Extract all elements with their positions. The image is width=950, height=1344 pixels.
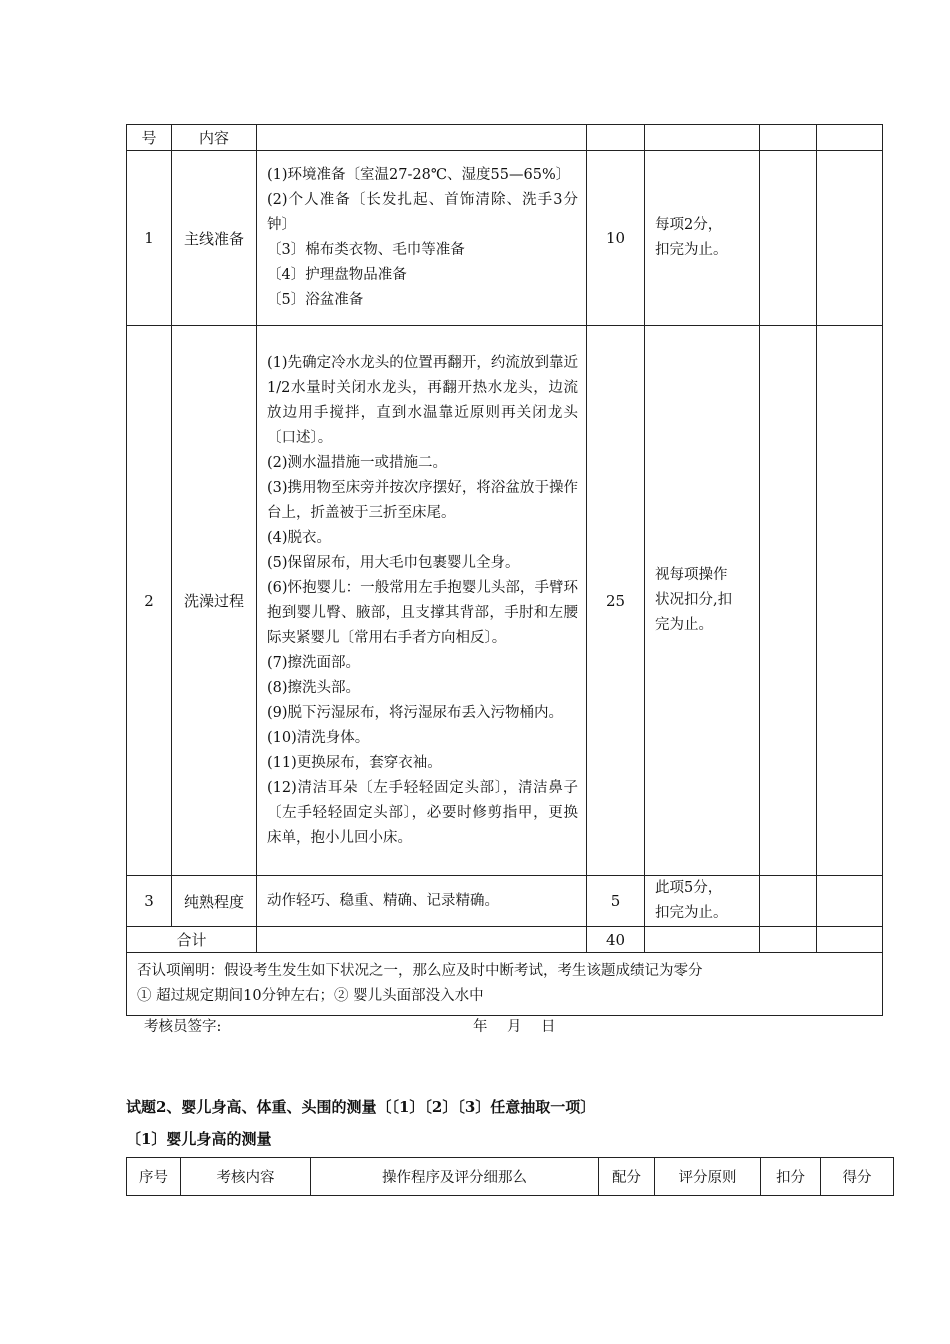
row-result [817, 876, 883, 927]
total-operations [257, 927, 587, 953]
row-no: 3 [127, 876, 172, 927]
operation-step: (9)脱下污湿尿布，将污湿尿布丢入污物桶内。 [267, 704, 564, 721]
total-label: 合计 [127, 927, 257, 953]
operation-step: (2)个人准备〔长发扎起、首饰清除、洗手3分钟〕 [267, 192, 578, 233]
header-serial: 序号 [127, 1158, 181, 1196]
header-points: 配分 [599, 1158, 655, 1196]
veto-row [127, 953, 883, 1016]
total-row [127, 927, 883, 953]
examiner-signature-label: 考核员签字: [144, 1019, 222, 1035]
row-operations [257, 151, 587, 326]
criteria-line: 每项2分， [655, 217, 723, 233]
header-no: 号 [127, 125, 172, 151]
operation-step: (2)测水温措施一或措施二。 [267, 454, 448, 471]
header-result: 得分 [821, 1158, 894, 1196]
operation-step: 〔3〕棉布类衣物、毛巾等准备 [267, 242, 465, 258]
operation-step: (7)擦洗面部。 [267, 654, 361, 671]
operation-step: (1)先确定冷水龙头的位置再翻开，约流放到靠近1/2水量时关闭水龙头，再翻开热水龙头，边流放边用手搅拌，直到水温靠近原则再关闭龙头〔口述〕。 [267, 354, 578, 446]
header-operations [257, 125, 587, 151]
header-deduct: 扣分 [761, 1158, 821, 1196]
row-deduct [760, 326, 817, 876]
header-deduct [760, 125, 817, 151]
row-deduct [760, 151, 817, 326]
veto-items: ① 超过规定期间10分钟左右；② 婴儿头面部没入水中 [137, 988, 484, 1004]
total-deduct [760, 927, 817, 953]
table-header-row [127, 125, 883, 151]
operation-step: (6)怀抱婴儿：一般常用左手抱婴儿头部，手臂环抱到婴儿臀、腋部，且支撑其背部，手肘和左腰际夹紧婴儿〔常用右手者方向相反〕。 [267, 579, 578, 646]
header-content: 内容 [172, 125, 257, 151]
row-no: 1 [127, 151, 172, 326]
row-operations [257, 876, 587, 927]
header-procedure: 操作程序及评分细那么 [311, 1158, 599, 1196]
veto-text: 否认项阐明：假设考生发生如下状况之一，那么应及时中断考试，考生该题成绩记为零分 [137, 963, 703, 979]
row-content: 纯熟程度 [172, 876, 257, 927]
header-criteria [645, 125, 760, 151]
row-criteria [645, 326, 760, 876]
operation-step: (10)清洗身体。 [267, 729, 370, 746]
table-row [127, 326, 883, 876]
operation-step: (12)清洁耳朵〔左手轻轻固定头部〕，清洁鼻子〔左手轻轻固定头部〕，必要时修剪指甲，更换床单，抱小儿回小床。 [267, 779, 578, 846]
section-subtitle: 〔1〕婴儿身高的测量 [126, 1130, 272, 1148]
signature-day: 日 [541, 1019, 556, 1035]
criteria-line: 视每项操作 [655, 567, 728, 583]
criteria-line: 此项5分， [655, 880, 723, 896]
header-score [587, 125, 645, 151]
operation-step: 〔5〕浴盆准备 [267, 292, 364, 308]
row-no: 2 [127, 326, 172, 876]
veto-note [127, 953, 883, 1016]
operation-step: (11)更换尿布，套穿衣袖。 [267, 754, 442, 771]
row-result [817, 151, 883, 326]
operation-step: 动作轻巧、稳重、精确、记录精确。 [267, 892, 499, 909]
scoring-table [126, 124, 883, 1016]
row-criteria [645, 151, 760, 326]
row-criteria [645, 876, 760, 927]
row-operations [257, 326, 587, 876]
row-deduct [760, 876, 817, 927]
table-header-row [127, 1158, 894, 1196]
section-title: 试题2、婴儿身高、体重、头围的测量〔〔1〕〔2〕〔3〕任意抽取一项〕 [126, 1098, 596, 1116]
header-exam-content: 考核内容 [181, 1158, 311, 1196]
table-row [127, 151, 883, 326]
criteria-line: 状况扣分,扣 [655, 592, 733, 608]
row-score: 5 [587, 876, 645, 927]
table-row [127, 876, 883, 927]
operation-step: (1)环境准备〔室温27-28℃、湿度55—65%〕 [267, 167, 571, 183]
operation-step: 〔4〕护理盘物品准备 [267, 267, 407, 283]
total-result [817, 927, 883, 953]
operation-step: (4)脱衣。 [267, 529, 332, 546]
header-criteria: 评分原则 [655, 1158, 761, 1196]
row-score: 10 [587, 151, 645, 326]
total-score: 40 [587, 927, 645, 953]
operation-step: (5)保留尿布，用大毛巾包裹婴儿全身。 [267, 554, 520, 571]
signature-year: 年 [473, 1019, 488, 1035]
signature-month: 月 [507, 1019, 522, 1035]
row-content: 主线准备 [172, 151, 257, 326]
height-measurement-table [126, 1157, 894, 1196]
header-result [817, 125, 883, 151]
operation-step: (3)携用物至床旁并按次序摆好，将浴盆放于操作台上，折盖被于三折至床尾。 [267, 479, 578, 521]
criteria-line: 扣完为止。 [655, 242, 728, 258]
criteria-line: 扣完为止。 [655, 905, 728, 921]
row-score: 25 [587, 326, 645, 876]
total-criteria [645, 927, 760, 953]
operation-step: (8)擦洗头部。 [267, 679, 361, 696]
row-content: 洗澡过程 [172, 326, 257, 876]
criteria-line: 完为止。 [655, 617, 713, 633]
row-result [817, 326, 883, 876]
